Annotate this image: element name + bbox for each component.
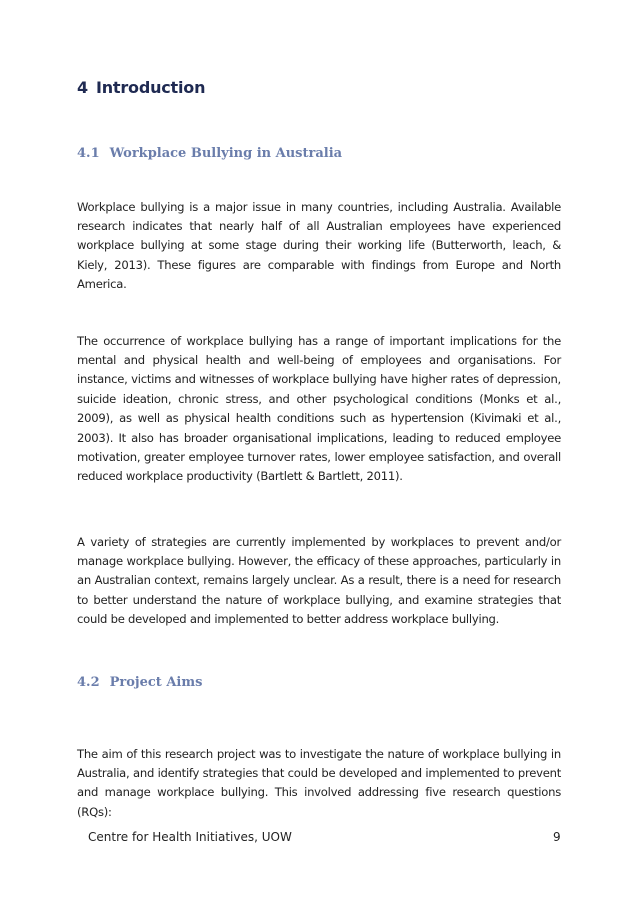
section-title: Project Aims [109,675,203,690]
section-heading-4-1 [77,146,342,161]
chapter-title: Introduction [95,78,206,97]
chapter-number: 4 [77,78,88,97]
section-heading-4-2 [77,675,202,690]
paragraph-project-aims: The aim of this research project was to investigate the nature of workplace bullying in Australia, and identify strategies that could be developed and implemented to prevent and manage workplace bullying. This involved addressing five research questions (RQs): [77,746,561,819]
section-number: 4.2 [77,675,100,690]
footer-organisation: Centre for Health Initiatives, UOW [88,830,292,844]
footer-page-number: 9 [553,830,561,844]
paragraph-bullying-implications: The occurrence of workplace bullying has a range of important implications for the mental and physical health and well-being of employees and organisations. For instance, victims and witnesses of workplace bullying have higher rates of depression, suicide ideation, chronic stress, and other psychological conditions (Monks et al., 2009), as well as physical health conditions such as hypertension (Kivimaki et al., 2003). It also has broader organisational implications, leading to reduced employee motivation, greater employee turnover rates, lower employee satisfaction, and overall reduced workplace productivity (Bartlett & Bartlett, 2011). [77,333,561,484]
section-title: Workplace Bullying in Australia [109,146,343,161]
section-number: 4.1 [77,146,100,161]
paragraph-bullying-strategies: A variety of strategies are currently implemented by workplaces to prevent and/or manage workplace bullying. However, the efficacy of these approaches, particularly in an Australian context, remains largely unclear. As a result, there is a need for research to better understand the nature of workplace bullying, and examine strategies that could be developed and implemented to better address workplace bullying. [77,534,561,627]
paragraph-bullying-prevalence: Workplace bullying is a major issue in many countries, including Australia. Available research indicates that nearly half of all Australian employees have experienced workplace bullying at some stage during their working life (Butterworth, leach, & Kiely, 2013). These figures are comparable with findings from Europe and North America. [77,199,561,292]
chapter-heading [77,78,205,97]
